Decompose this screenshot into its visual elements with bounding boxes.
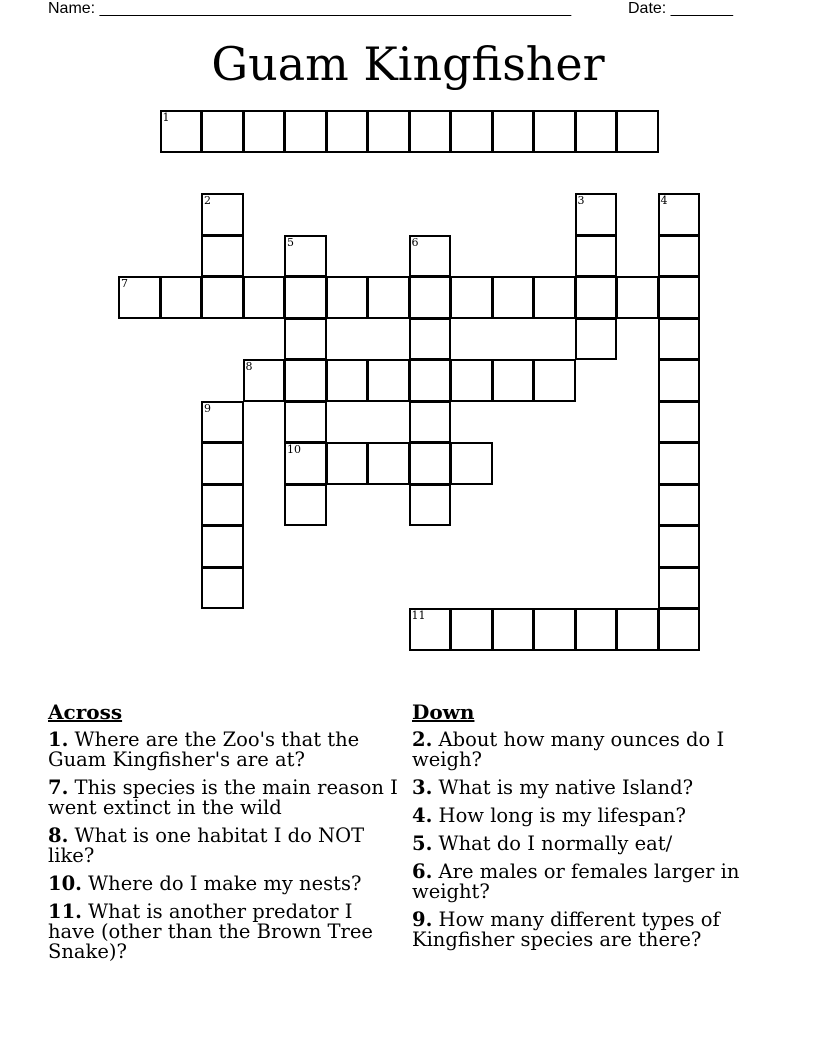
grid-cell[interactable] [575,608,618,651]
clue-number: 8. [48,824,69,847]
grid-cell[interactable] [533,276,576,319]
across-clue [48,778,398,818]
cell-number: 3 [577,194,585,207]
grid-cell[interactable] [326,276,369,319]
grid-cell[interactable] [450,276,493,319]
cell-number: 7 [121,277,128,290]
grid-cell[interactable] [409,110,452,153]
clue-number: 9. [412,908,433,931]
clue-number: 1. [48,728,69,751]
grid-cell[interactable] [575,193,618,236]
grid-cell[interactable] [409,442,452,485]
cell-number: 11 [411,609,426,622]
across-heading: Across [48,700,123,724]
across-clue [48,874,398,894]
grid-cell[interactable] [533,110,576,153]
across-clue [48,730,398,770]
grid-cell[interactable] [284,484,327,527]
grid-cell[interactable] [160,276,203,319]
grid-cell[interactable] [492,359,535,402]
cell-number: 1 [162,111,170,124]
grid-cell[interactable] [409,608,452,651]
grid-cell[interactable] [450,110,493,153]
grid-cell[interactable] [450,608,493,651]
clue-text: What do I normally eat/ [432,832,673,855]
grid-cell[interactable] [243,359,286,402]
grid-cell[interactable] [492,608,535,651]
grid-cell[interactable] [201,235,244,278]
grid-cell[interactable] [284,401,327,444]
page-title: Guam Kingfisher [211,37,605,91]
clue-number: 10. [48,872,82,895]
grid-cell[interactable] [201,567,244,610]
grid-cell[interactable] [575,235,618,278]
down-clues [412,700,762,958]
name-field-label: Name: _____________________________________________________ [48,0,572,17]
grid-cell[interactable] [658,567,701,610]
grid-cell[interactable] [326,359,369,402]
clue-text: Where are the Zoo's that the Guam Kingfisher's are at? [48,728,360,771]
grid-cell[interactable] [658,359,701,402]
grid-cell[interactable] [367,442,410,485]
grid-cell[interactable] [409,318,452,361]
cell-number: 6 [411,235,419,249]
grid-cell[interactable] [201,193,244,236]
grid-cell[interactable] [616,276,659,319]
grid-cell[interactable] [658,276,701,319]
grid-cell[interactable] [658,484,701,527]
grid-cell[interactable] [367,359,410,402]
grid-cell[interactable] [409,276,452,319]
grid-cell[interactable] [409,235,452,278]
cell-number: 10 [287,443,301,456]
grid-cell[interactable] [201,442,244,485]
cell-number: 8 [245,360,253,373]
grid-cell[interactable] [284,318,327,361]
grid-cell[interactable] [658,235,701,278]
grid-cell[interactable] [492,276,535,319]
grid-cell[interactable] [284,110,327,153]
clue-text: What is one habitat I do NOT like? [48,824,365,867]
grid-cell[interactable] [243,110,286,153]
clue-number: 2. [412,728,433,751]
cell-number: 9 [204,401,211,415]
grid-cell[interactable] [326,110,369,153]
cell-number: 2 [204,194,211,207]
grid-cell[interactable] [658,318,701,361]
grid-cell[interactable] [533,359,576,402]
grid-cell[interactable] [658,193,701,236]
clue-text: How many different types of Kingfisher species are there? [412,908,720,951]
grid-cell[interactable] [201,276,244,319]
grid-cell[interactable] [160,110,203,153]
grid-cell[interactable] [575,110,618,153]
grid-cell[interactable] [367,110,410,153]
across-clue [48,826,398,866]
clue-number: 5. [412,832,433,855]
grid-cell[interactable] [450,442,493,485]
clue-text: This species is the main reason I went extinct in the wild [48,776,398,819]
grid-cell[interactable] [658,608,701,651]
across-clue [48,902,398,962]
grid-cell[interactable] [201,484,244,527]
clue-number: 4. [412,804,433,827]
clue-number: 6. [412,860,433,883]
across-clue-list [48,730,398,962]
grid-cell[interactable] [450,359,493,402]
clue-number: 11. [48,900,82,923]
grid-cell[interactable] [409,401,452,444]
grid-cell[interactable] [284,359,327,402]
down-clue [412,730,762,770]
clue-number: 7. [48,776,69,799]
down-clue-list [412,730,762,950]
cell-number: 5 [287,235,294,249]
down-clue [412,834,762,854]
down-heading: Down [412,700,475,724]
across-clues [48,700,398,970]
clue-text: What is another predator I have (other than the Brown Tree Snake)? [48,900,373,963]
grid-cell[interactable] [658,442,701,485]
clue-text: About how many ounces do I weigh? [412,728,725,771]
grid-cell[interactable] [201,401,244,444]
grid-cell[interactable] [658,525,701,568]
down-clue [412,778,762,798]
grid-cell[interactable] [533,608,576,651]
down-clue [412,862,762,902]
grid-cell[interactable] [201,110,244,153]
clue-text: How long is my lifespan? [432,804,686,827]
grid-cell[interactable] [616,110,659,153]
grid-cell[interactable] [118,276,161,319]
grid-cell[interactable] [409,359,452,402]
cell-number: 4 [660,194,668,207]
grid-cell[interactable] [658,401,701,444]
down-clue [412,910,762,950]
grid-cell[interactable] [575,276,618,319]
grid-cell[interactable] [284,235,327,278]
down-clue [412,806,762,826]
clue-text: Where do I make my nests? [81,872,362,895]
grid-cell[interactable] [284,276,327,319]
clue-number: 3. [412,776,433,799]
clue-text: Are males or females larger in weight? [412,860,740,903]
grid-cell[interactable] [409,484,452,527]
clue-text: What is my native Island? [432,776,694,799]
grid-cell[interactable] [367,276,410,319]
date-field-label: Date: _______ [628,0,733,17]
grid-cell[interactable] [284,442,327,485]
grid-cell[interactable] [326,442,369,485]
grid-cell[interactable] [243,276,286,319]
grid-cell[interactable] [616,608,659,651]
grid-cell[interactable] [201,525,244,568]
grid-cell[interactable] [492,110,535,153]
grid-cell[interactable] [575,318,618,361]
